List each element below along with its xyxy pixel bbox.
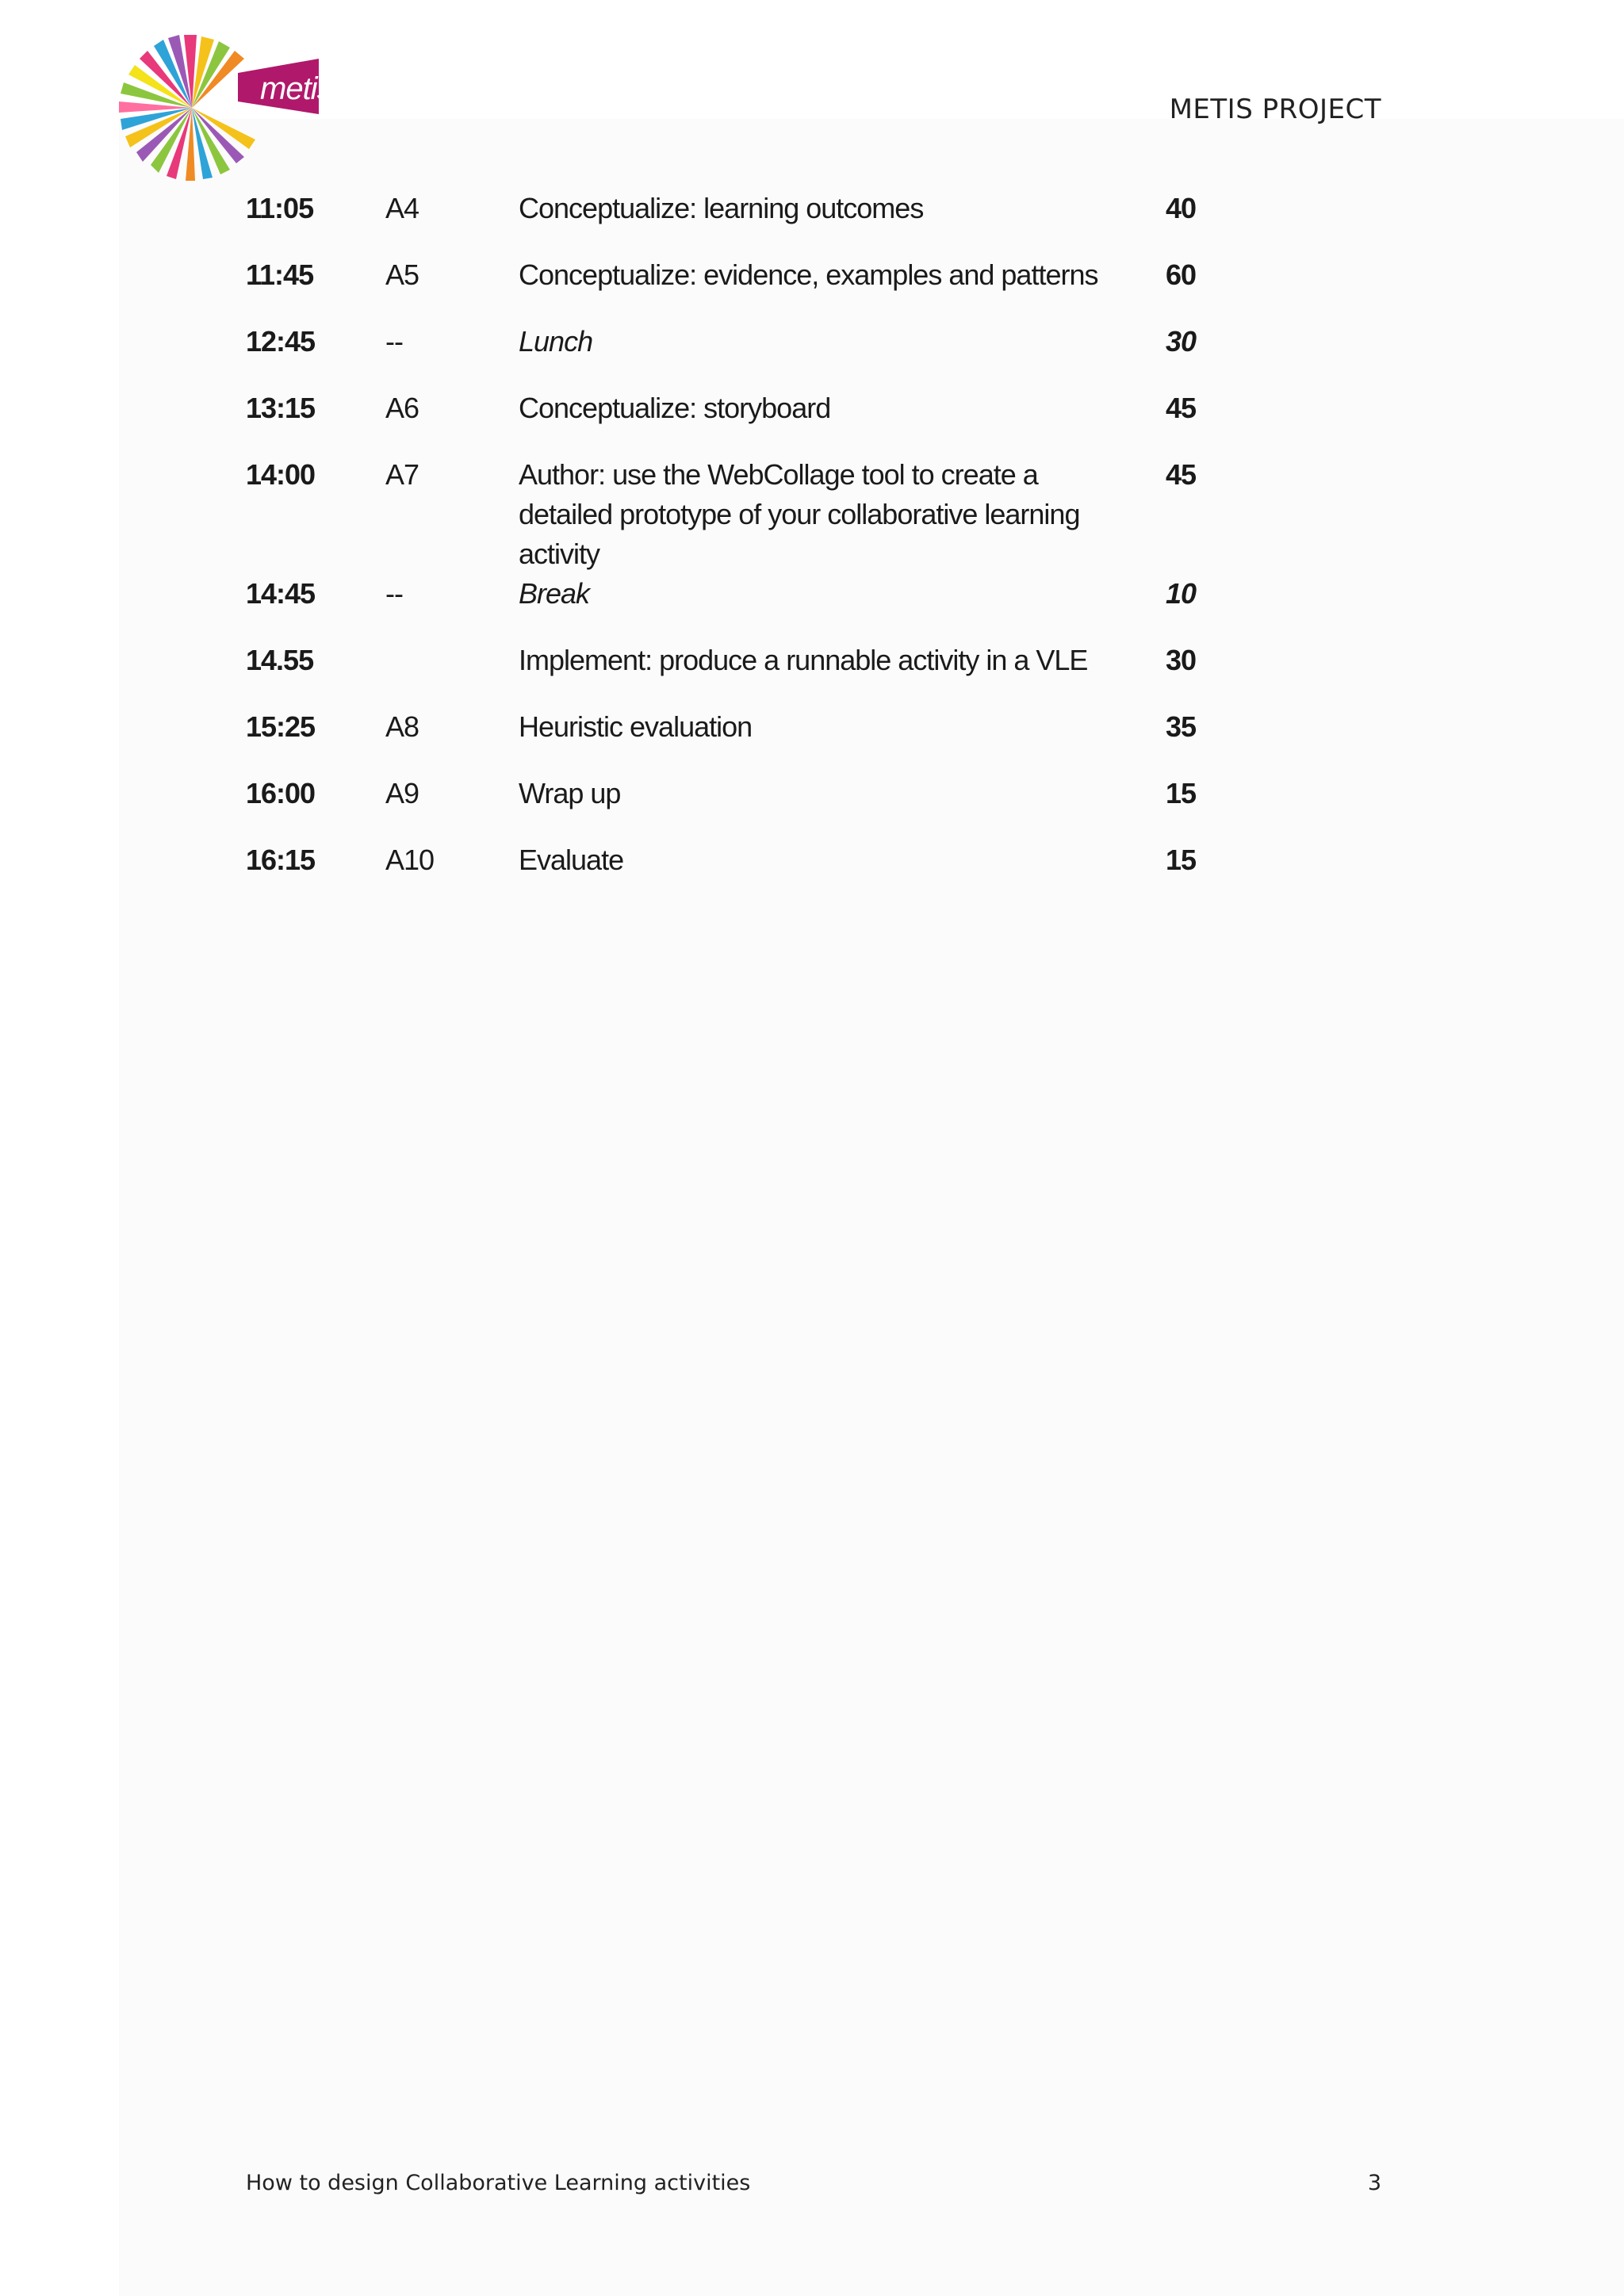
row-minutes: 15 xyxy=(1166,777,1197,809)
schedule-row xyxy=(246,189,1229,255)
schedule-row xyxy=(246,641,1229,707)
schedule-row xyxy=(246,707,1229,774)
row-code: A8 xyxy=(385,710,419,743)
row-code: A5 xyxy=(385,258,419,291)
row-description: Heuristic evaluation xyxy=(519,710,753,743)
row-minutes: 45 xyxy=(1166,458,1197,491)
row-description: Conceptualize: evidence, examples and patterns xyxy=(519,258,1098,291)
row-description: Implement: produce a runnable activity in a VLE xyxy=(519,644,1088,676)
logo-text: metis xyxy=(260,71,332,106)
metis-logo xyxy=(119,29,332,187)
metis-logo-icon xyxy=(119,29,325,187)
row-code: A7 xyxy=(385,458,419,491)
row-description: Lunch xyxy=(519,325,593,358)
project-title: METIS PROJECT xyxy=(1169,94,1381,125)
row-description: Conceptualize: storyboard xyxy=(519,392,831,424)
row-time: 12:45 xyxy=(246,325,316,358)
row-time: 14:45 xyxy=(246,577,316,610)
row-time: 16:15 xyxy=(246,844,316,876)
row-description: Conceptualize: learning outcomes xyxy=(519,192,924,224)
row-code: A9 xyxy=(385,777,419,809)
row-description: Break xyxy=(519,577,590,610)
schedule-row xyxy=(246,255,1229,322)
row-time: 16:00 xyxy=(246,777,316,809)
row-minutes: 40 xyxy=(1166,192,1197,224)
row-minutes: 60 xyxy=(1166,258,1197,291)
row-code: -- xyxy=(385,577,403,610)
row-time: 14:00 xyxy=(246,458,316,491)
row-minutes: 10 xyxy=(1166,577,1197,610)
page-number: 3 xyxy=(1367,2171,1381,2195)
row-minutes: 45 xyxy=(1166,392,1197,424)
row-time: 15:25 xyxy=(246,710,316,743)
row-description: Evaluate xyxy=(519,844,624,876)
schedule-row xyxy=(246,574,1229,641)
schedule-row xyxy=(246,774,1229,840)
schedule-row xyxy=(246,840,1229,907)
schedule-row xyxy=(246,322,1229,388)
schedule-row xyxy=(246,388,1229,455)
row-minutes: 30 xyxy=(1166,325,1197,358)
schedule-row xyxy=(246,455,1229,574)
footer-title: How to design Collaborative Learning activities xyxy=(246,2171,751,2195)
row-code: A4 xyxy=(385,192,419,224)
row-code: A10 xyxy=(385,844,435,876)
row-description: Wrap up xyxy=(519,777,621,809)
row-time: 13:15 xyxy=(246,392,316,424)
schedule-table xyxy=(246,189,1229,907)
row-time: 11:05 xyxy=(246,192,314,224)
row-time: 11:45 xyxy=(246,258,314,291)
row-minutes: 15 xyxy=(1166,844,1197,876)
row-minutes: 35 xyxy=(1166,710,1197,743)
row-description: Author: use the WebCollage tool to create a detailed prototype of your collaborative learning activity xyxy=(519,458,1080,570)
row-time: 14.55 xyxy=(246,644,314,676)
row-code: A6 xyxy=(385,392,419,424)
row-code: -- xyxy=(385,325,403,358)
row-minutes: 30 xyxy=(1166,644,1197,676)
